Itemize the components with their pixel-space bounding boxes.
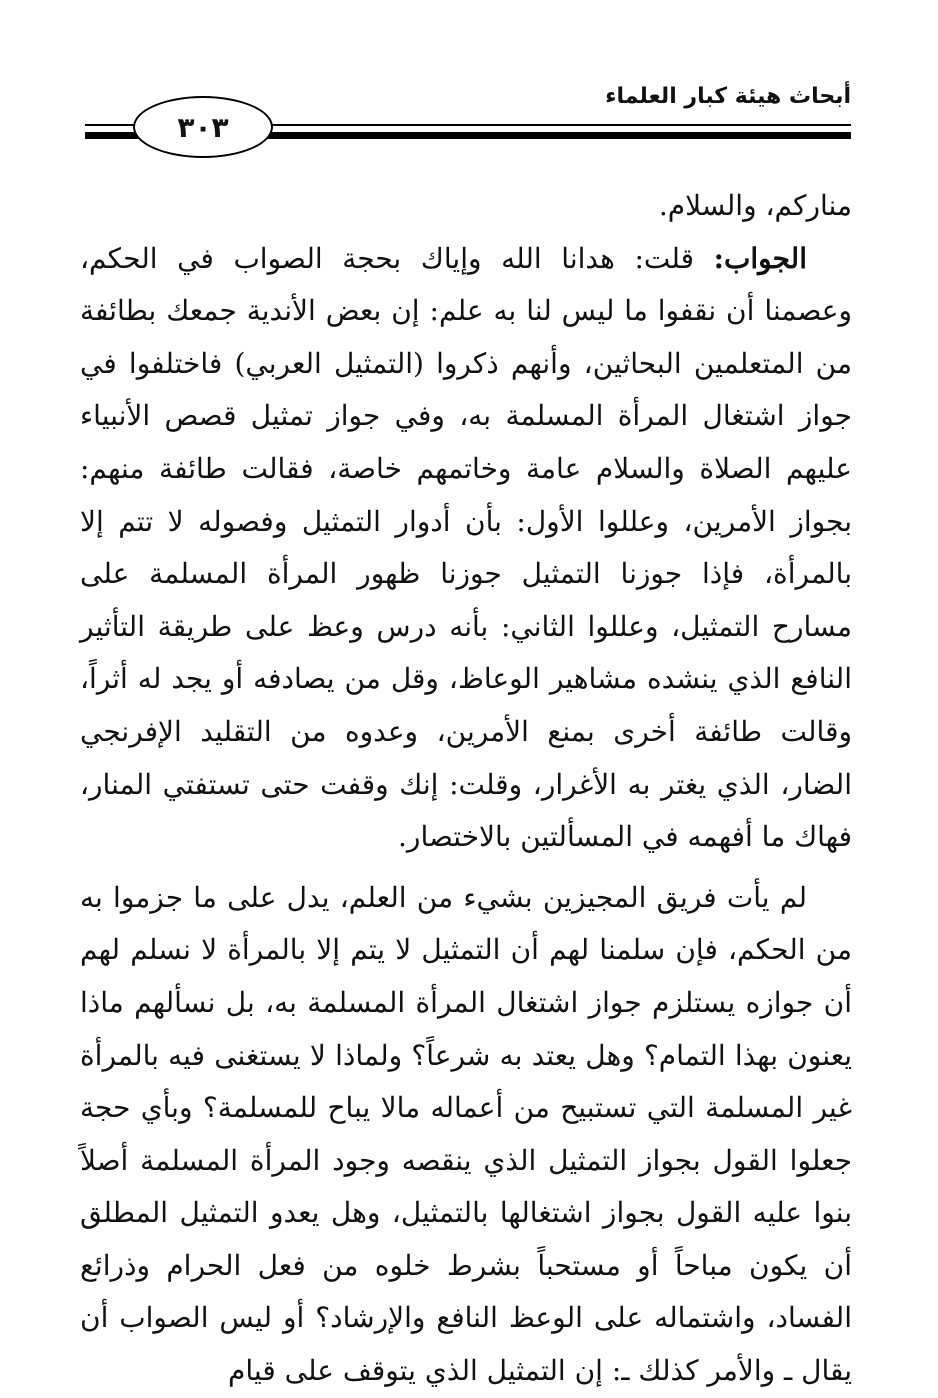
running-title: أبحاث هيئة كبار العلماء bbox=[605, 84, 851, 109]
page-header bbox=[85, 70, 851, 160]
paragraph-gap bbox=[80, 864, 852, 872]
second-paragraph-text: لم يأت فريق المجيزين بشيء من العلم، يدل على ما جزموا به من الحكم، فإن سلمنا لهم أن التمثيل لا يتم إلا بالمرأة لا نسلم لهم أن جوازه يستلزم جواز اشتغال المرأة المسلمة به، بل نسألهم ماذا يعنون بهذا التمام؟ وهل يعتد به شرعاً؟ ولماذا لا يستغنى فيه بالمرأة غير المسلمة التي تستبيح من أعماله مالا يباح للمسلمة؟ وبأي حجة جعلوا القول بجواز التمثيل الذي ينقصه وجود المرأة المسلمة أصلاً بنوا عليه القول بجواز اشتغالها بالتمثيل، وهل يعدو التمثيل المطلق أن يكون مباحاً أو مستحباً بشرط خلوه من فعل الحرام وذرائع الفساد، واشتماله على الوعظ النافع والإرشاد؟ أو ليس الصواب أن يقال ـ والأمر كذلك ـ: إن التمثيل الذي يتوقف على قيام bbox=[80, 880, 853, 1388]
opening-line-text: مناركم، والسلام. bbox=[658, 189, 852, 222]
body-text bbox=[80, 180, 852, 1398]
page-number: ٣٠٣ bbox=[177, 110, 229, 144]
answer-label: الجواب: bbox=[713, 241, 807, 275]
opening-line bbox=[80, 180, 852, 233]
answer-text: قلت: هدانا الله وإياك بحجة الصواب في الحكم، وعصمنا أن نقفوا ما ليس لنا به علم: إن بعض الأندية جمعك بطائفة من المتعلمين البحاثين، وأنهم ذكروا (التمثيل العربي) فاختلفوا في جواز اشتغال المرأة المسلمة به، وفي جواز تمثيل قصص الأنبياء عليهم الصلاة والسلام عامة وخاتمهم خاصة، فقالت طائفة منهم: بجواز الأمرين، وعللوا الأول: بأن أدوار التمثيل وفصوله لا تتم إلا بالمرأة، فإذا جوزنا التمثيل جوزنا ظهور المرأة المسلمة على مسارح التمثيل، وعللوا الثاني: بأنه درس وعظ على طريقة التأثير النافع الذي ينشده مشاهير الوعاظ، وقل من يصادفه أو يجد له أثراً، وقالت طائفة أخرى بمنع الأمرين، وعدوه من التقليد الإفرنجي الضار، الذي يغتر به الأغرار، وقلت: إنك وقفت حتى تستفتي المنار، فهاك ما أفهمه في المسألتين بالاختصار. bbox=[80, 241, 852, 854]
second-paragraph bbox=[80, 872, 852, 1398]
answer-paragraph bbox=[80, 233, 852, 864]
page-number-badge bbox=[133, 96, 273, 158]
